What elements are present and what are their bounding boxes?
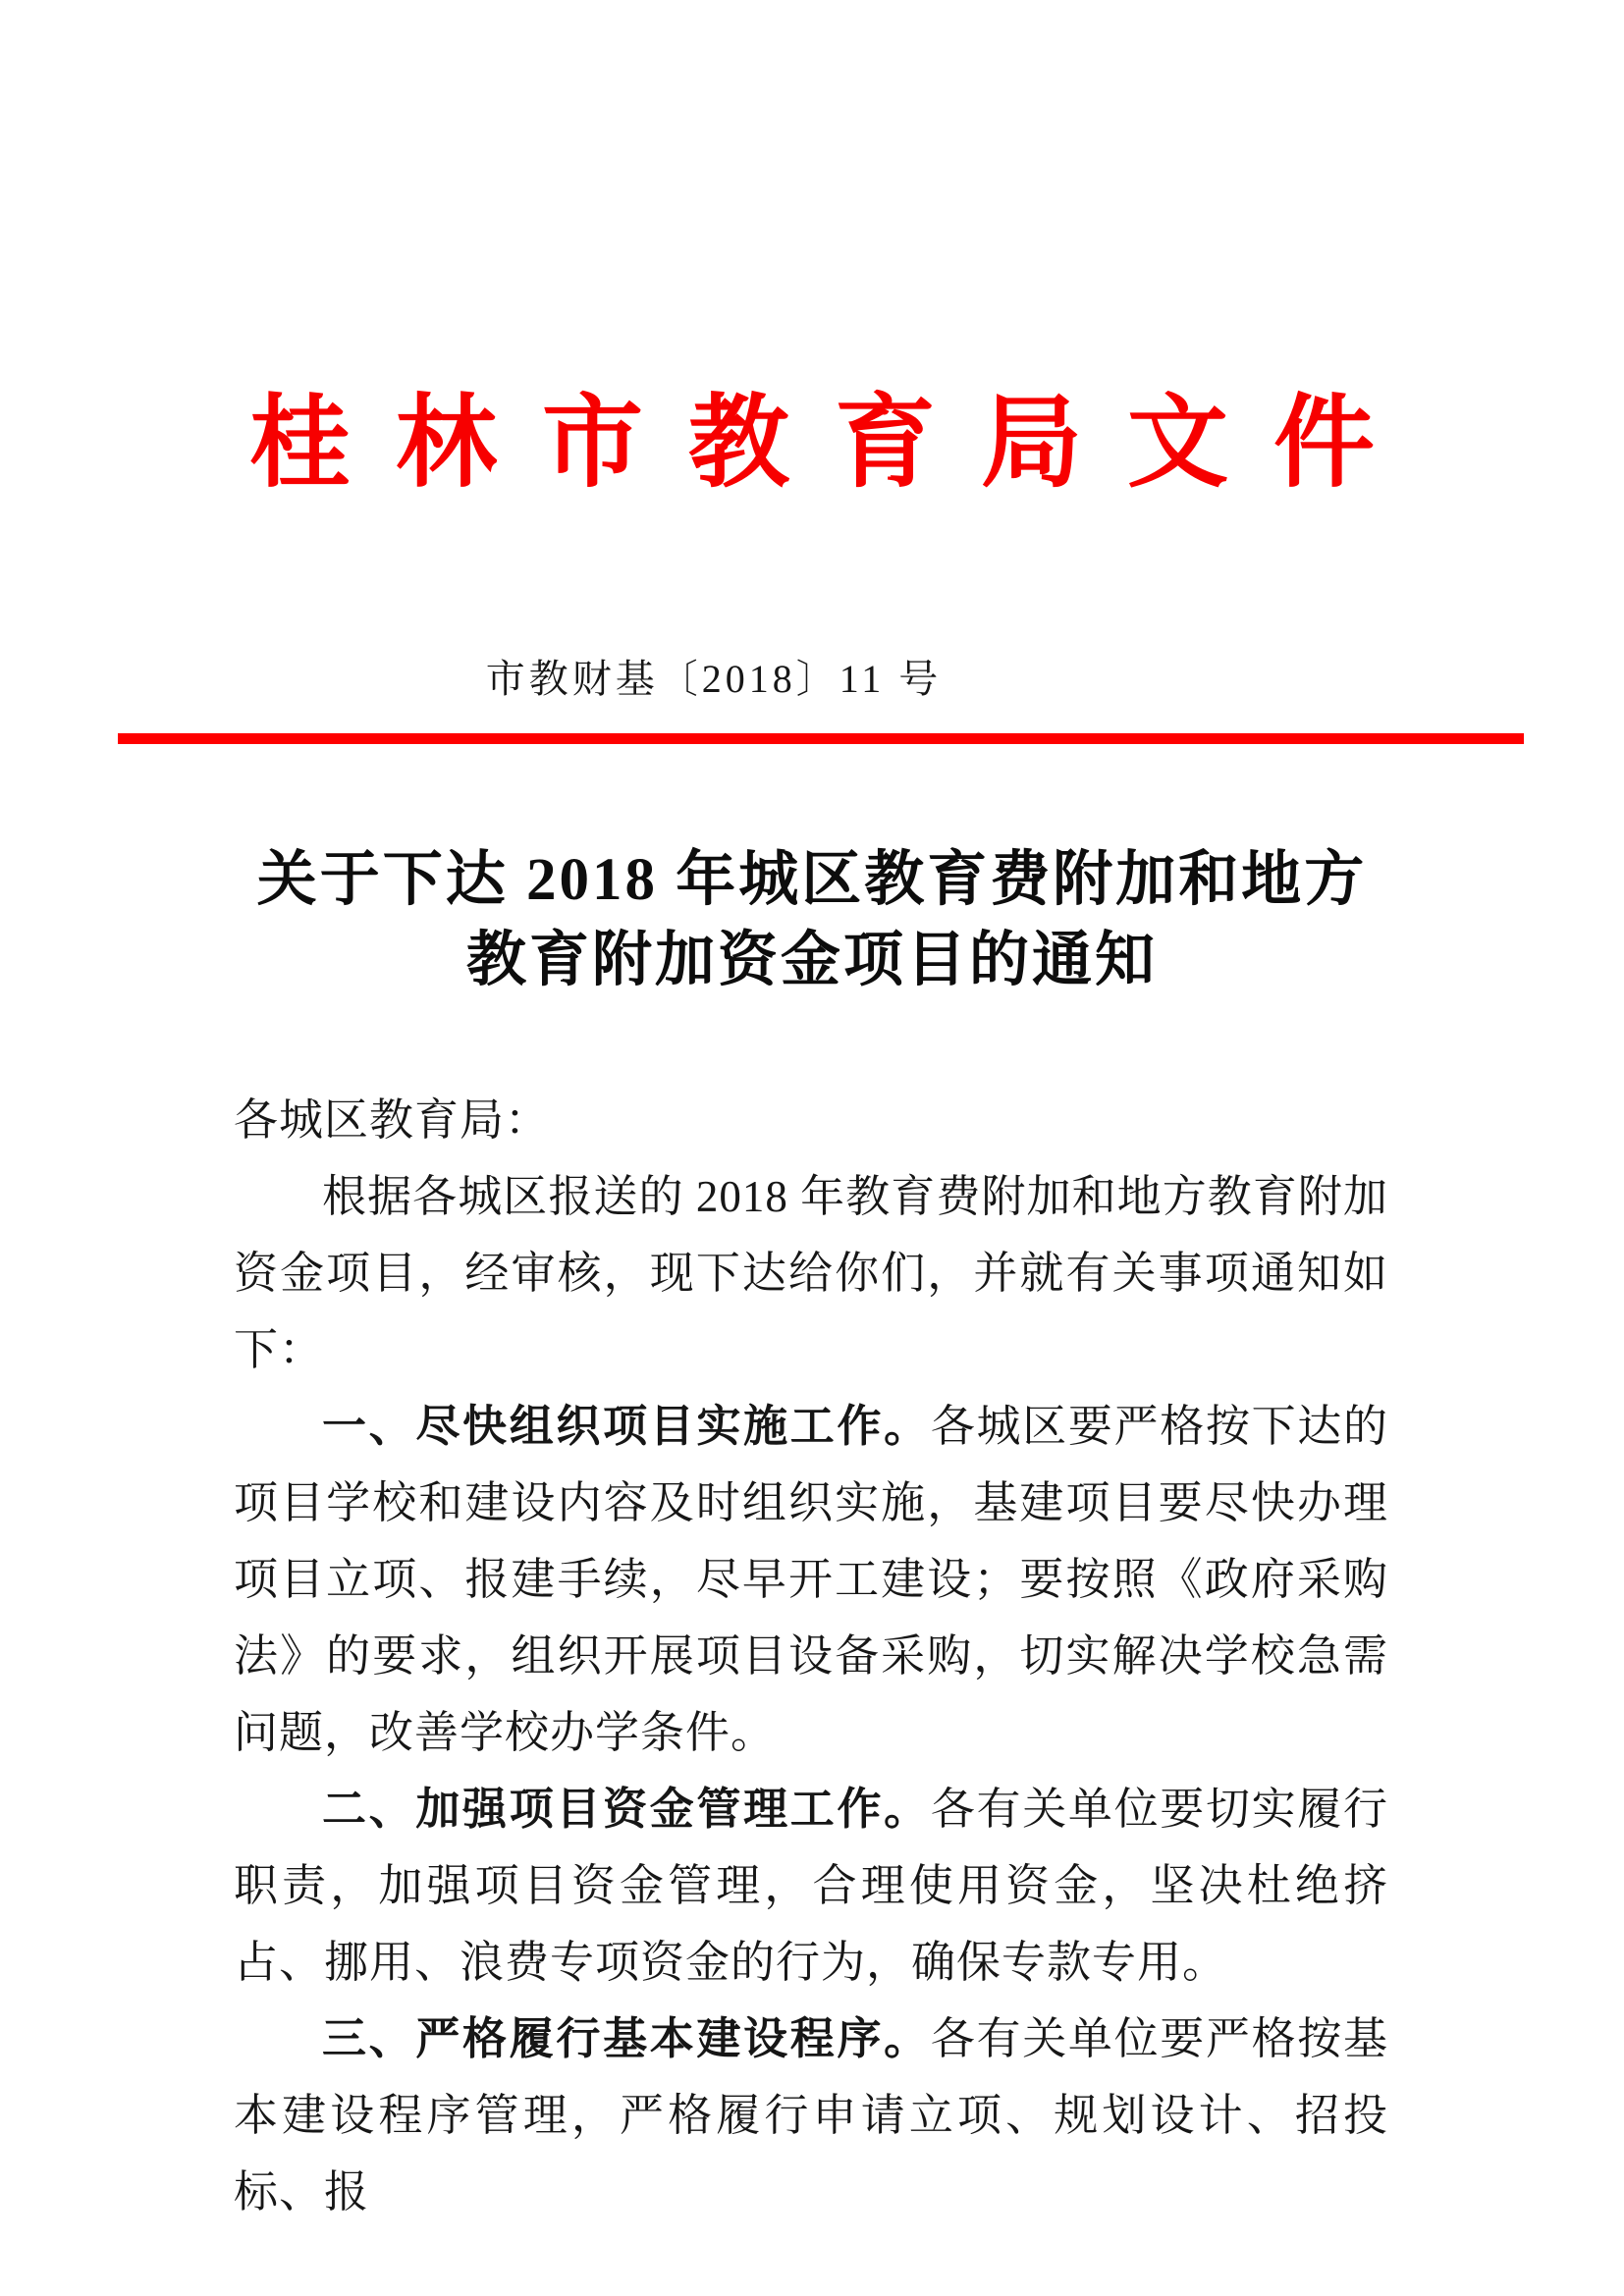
notice-body xyxy=(234,1082,1388,2230)
paragraph-section-2 xyxy=(234,1771,1388,2001)
paragraph-intro xyxy=(234,1158,1388,1388)
paragraph-section-1 xyxy=(234,1388,1388,1771)
red-divider-line xyxy=(118,733,1524,744)
section-1-text: 各城区要严格按下达的项目学校和建设内容及时组织实施，基建项目要尽快办理项目立项、报建手续，尽早开工建设；要按照《政府采购法》的要求，组织开展项目设备采购，切实解决学校急需问题，改善学校办学条件。 xyxy=(234,1402,1388,1757)
paragraph-section-3 xyxy=(234,2001,1388,2230)
doc-reference-number: 市教财基〔2018〕11 号 xyxy=(485,657,943,701)
section-2-heading: 二、加强项目资金管理工作。 xyxy=(322,1784,931,1834)
paragraph-intro-text: 根据各城区报送的 2018 年教育费附加和地方教育附加资金项目，经审核，现下达给你们，并就有关事项通知如下： xyxy=(234,1172,1388,1374)
section-2-text: 各有关单位要切实履行职责，加强项目资金管理，合理使用资金，坚决杜绝挤占、挪用、浪费专项资金的行为，确保专款专用。 xyxy=(234,1785,1388,1987)
salutation: 各城区教育局： xyxy=(234,1095,551,1145)
notice-title-line1: 关于下达 2018 年城区教育费附加和地方 xyxy=(256,847,1368,913)
notice-title xyxy=(0,840,1624,1001)
section-3-heading: 三、严格履行基本建设程序。 xyxy=(322,2013,931,2063)
section-3-text: 各有关单位要严格按基本建设程序管理，严格履行申请立项、规划设计、招投标、报 xyxy=(234,2014,1388,2216)
section-1-heading: 一、尽快组织项目实施工作。 xyxy=(322,1401,931,1451)
notice-title-line2: 教育附加资金项目的通知 xyxy=(465,928,1158,993)
agency-banner-title: 桂林市教育局文件 xyxy=(249,388,1420,500)
